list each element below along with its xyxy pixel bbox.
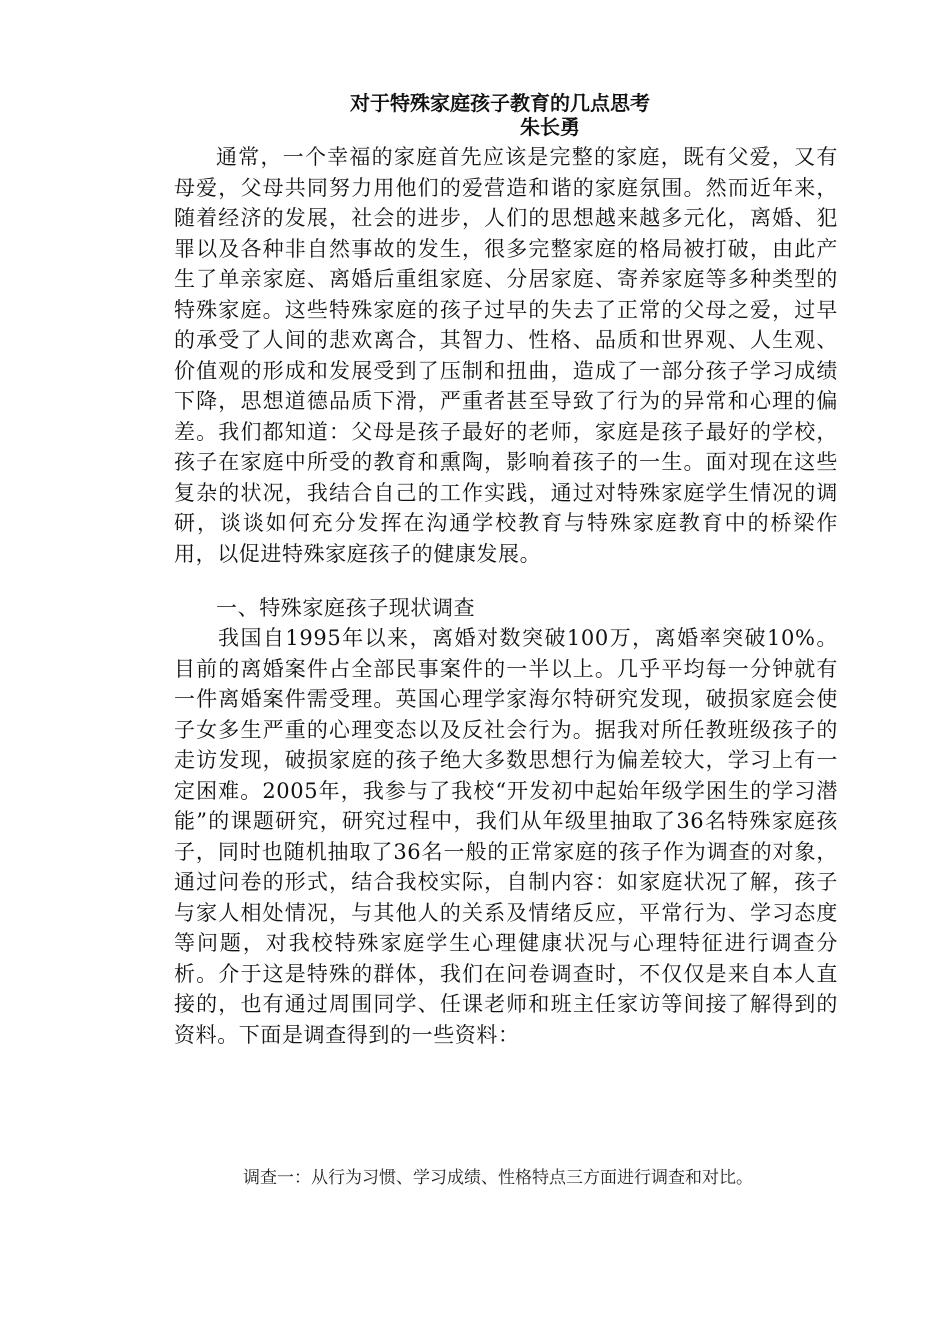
document-author: 朱长勇 xyxy=(520,115,580,139)
survey-caption: 调查一：从行为习惯、学习成绩、性格特点三方面进行调查和对比。 xyxy=(243,1168,753,1188)
section-heading: 一、特殊家庭孩子现状调查 xyxy=(216,596,476,620)
intro-paragraph: 通常，一个幸福的家庭首先应该是完整的家庭，既有父爱，又有母爱，父母共同努力用他们的爱营造和谐的家庭氛围。然而近年来，随着经济的发展，社会的进步，人们的思想越来越多元化，离婚、犯罪以及各种非自然事故的发生，很多完整家庭的格局被打破，由此产生了单亲家庭、离婚后重组家庭、分居家庭、寄养家庭等多种类型的特殊家庭。这些特殊家庭的孩子过早的失去了正常的父母之爱，过早的承受了人间的悲欢离合，其智力、性格、品质和世界观、人生观、价值观的形成和发展受到了压制和扭曲，造成了一部分孩子学习成绩下降，思想道德品质下滑，严重者甚至导致了行为的异常和心理的偏差。我们都知道：父母是孩子最好的老师，家庭是孩子最好的学校，孩子在家庭中所受的教育和熏陶，影响着孩子的一生。面对现在这些复杂的状况，我结合自己的工作实践，通过对特殊家庭学生情况的调研，谈谈如何充分发挥在沟通学校教育与特殊家庭教育中的桥梁作用，以促进特殊家庭孩子的健康发展。 xyxy=(174,145,838,566)
document-title: 对于特殊家庭孩子教育的几点思考 xyxy=(350,91,650,115)
survey-paragraph: 我国自1995年以来，离婚对数突破100万，离婚率突破10%。目前的离婚案件占全部民事案件的一半以上。几乎平均每一分钟就有一件离婚案件需受理。英国心理学家海尔特研究发现，破损家庭会使子女多生严重的心理变态以及反社会行为。据我对所任教班级孩子的走访发现，破损家庭的孩子绝大多数思想行为偏差较大，学习上有一定困难。2005年，我参与了我校“开发初中起始年级学困生的学习潜能”的课题研究，研究过程中，我们从年级里抽取了36名特殊家庭孩子，同时也随机抽取了36名一般的正常家庭的孩子作为调查的对象，通过问卷的形式，结合我校实际，自制内容：如家庭状况了解，孩子与家人相处情况，与其他人的关系及情绪反应，平常行为、学习态度等问题，对我校特殊家庭学生心理健康状况与心理特征进行调查分析。介于这是特殊的群体，我们在问卷调查时，不仅仅是来自本人直接的，也有通过周围同学、任课老师和班主任家访等间接了解得到的资料。下面是调查得到的一些资料： xyxy=(174,626,838,1047)
